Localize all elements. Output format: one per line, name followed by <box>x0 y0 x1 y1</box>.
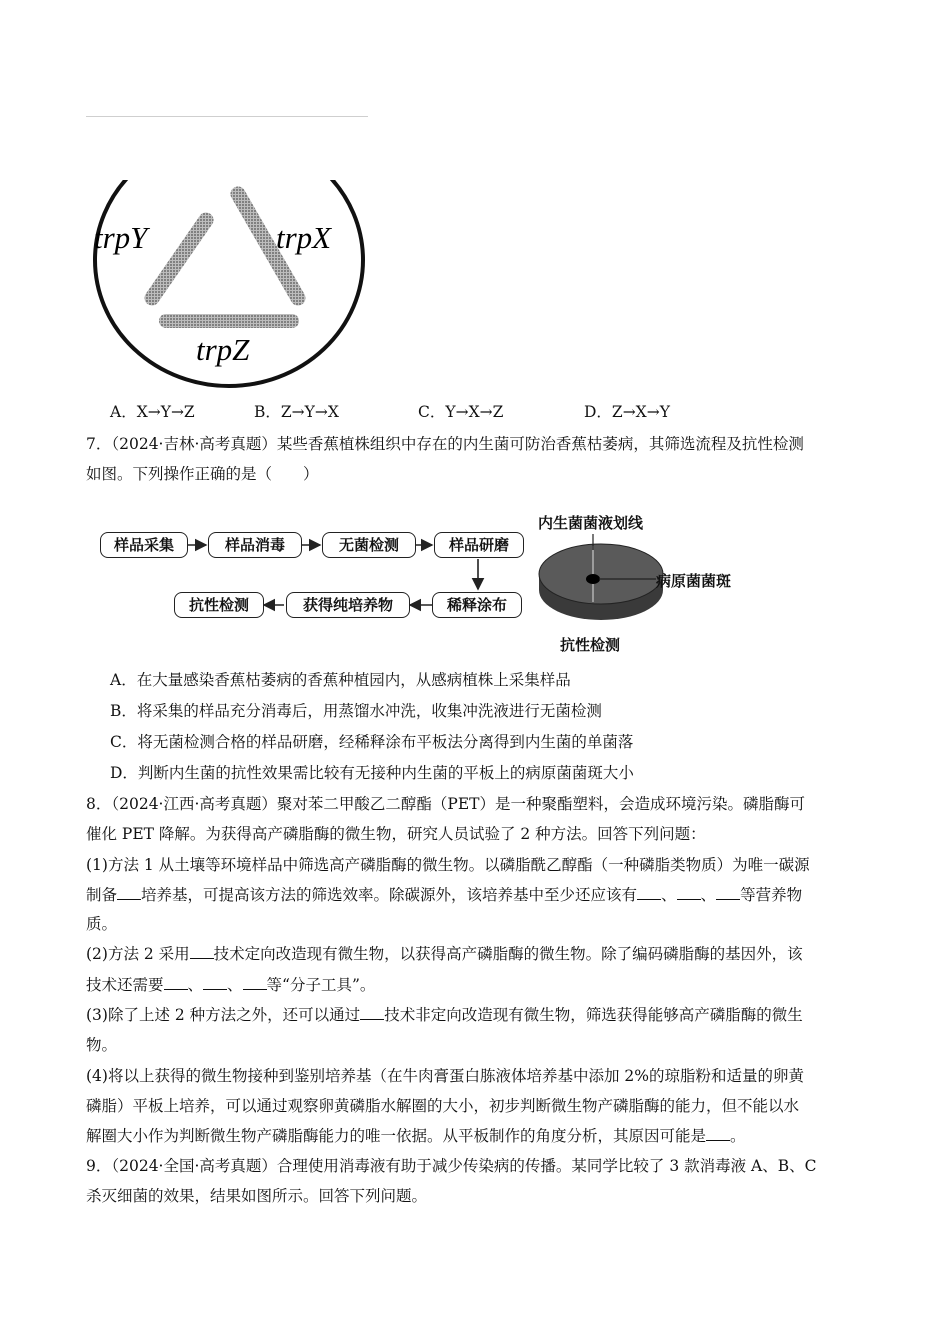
label-trpZ: trpZ <box>196 332 250 367</box>
q8-part4-line2: 磷脂）平板上培养，可以通过观察卵黄磷脂水解圈的大小，初步判断微生物产磷脂酶的能力，但不能以水 <box>86 1097 800 1115</box>
q8-part1-line2 <box>86 885 802 905</box>
q8-stem-line2: 催化 PET 降解。为获得高产磷脂酶的微生物，研究人员试验了 2 种方法。回答下列问题： <box>86 825 706 843</box>
q6-option-d: D．Z→X→Y <box>584 403 670 421</box>
text: 制备 <box>86 886 118 904</box>
text: 技术定向改造现有微生物，以获得高产磷脂酶的微生物。除了编码磷脂酶的基因外，该 <box>213 945 803 963</box>
answer-blank[interactable] <box>360 1005 384 1020</box>
flow-sterility-test: 无菌检测 <box>322 532 416 558</box>
q7-option-d: D．判断内生菌的抗性效果需比较有无接种内生菌的平板上的病原菌菌斑大小 <box>110 764 634 782</box>
text: (2)方法 2 采用 <box>86 945 190 963</box>
text: 等“分子工具”。 <box>266 976 376 994</box>
separator: 、 <box>227 976 243 994</box>
q8-part4-line1: (4)将以上获得的微生物接种到鉴别培养基（在牛肉膏蛋白胨液体培养基中添加 2%的琼脂粉和适量的卵黄 <box>86 1067 804 1085</box>
q7-stem-line1: 7．（2024·吉林·高考真题）某些香蕉植株组织中存在的内生菌可防治香蕉枯萎病，其筛选流程及抗性检测 <box>86 435 804 453</box>
answer-blank[interactable] <box>117 885 141 900</box>
q9-stem-line1: 9．（2024·全国·高考真题）合理使用消毒液有助于减少传染病的传播。某同学比较了 3 款消毒液 A、B、C <box>86 1157 817 1175</box>
q8-part2-line2 <box>86 975 375 995</box>
flow-pure-culture: 获得纯培养物 <box>286 592 410 618</box>
q8-part3-line1 <box>86 1005 803 1025</box>
plate-top <box>539 544 663 604</box>
text: 技术还需要 <box>86 976 164 994</box>
text: 培养基，可提高该方法的筛选效率。除碳源外，该培养基中至少还应该有 <box>141 886 638 904</box>
pathogen-spot <box>586 574 600 584</box>
header-rule <box>86 116 368 117</box>
q7-option-a: A．在大量感染香蕉枯萎病的香蕉种植园内，从感病植株上采集样品 <box>110 671 571 689</box>
label-trpY: trpY <box>94 220 148 255</box>
flow-sample-disinfection: 样品消毒 <box>208 532 302 558</box>
q8-part4-line3 <box>86 1126 746 1146</box>
q8-part1-line3: 质。 <box>86 915 118 933</box>
q8-part3-line2: 物。 <box>86 1036 118 1054</box>
answer-blank[interactable] <box>203 975 227 990</box>
text: 。 <box>730 1127 746 1145</box>
answer-blank[interactable] <box>706 1126 730 1141</box>
flow-sample-grinding: 样品研磨 <box>434 532 524 558</box>
answer-blank[interactable] <box>243 975 267 990</box>
text: 技术非定向改造现有微生物，筛选获得能够高产磷脂酶的微生 <box>384 1006 803 1024</box>
q6-option-a: A．X→Y→Z <box>110 403 195 421</box>
flow-sample-collection: 样品采集 <box>100 532 188 558</box>
q6-option-c: C．Y→X→Z <box>418 403 504 421</box>
answer-blank[interactable] <box>677 885 701 900</box>
answer-blank[interactable] <box>637 885 661 900</box>
separator: 、 <box>661 886 677 904</box>
separator: 、 <box>187 976 204 994</box>
answer-blank[interactable] <box>190 944 214 959</box>
q8-part2-line1 <box>86 944 803 964</box>
q7-flowchart <box>96 510 756 655</box>
plate-label-streak: 内生菌菌液划线 <box>538 514 644 532</box>
text: 等营养物 <box>740 886 803 904</box>
q7-option-c: C．将无菌检测合格的样品研磨，经稀释涂布平板法分离得到内生菌的单菌落 <box>110 733 634 751</box>
flow-resistance-test: 抗性检测 <box>174 592 264 618</box>
answer-blank[interactable] <box>716 885 740 900</box>
plate-label-spot: 病原菌菌斑 <box>656 572 732 590</box>
plate-label-caption: 抗性检测 <box>560 636 621 654</box>
label-trpX: trpX <box>276 220 332 255</box>
streak-trpY <box>152 220 206 298</box>
answer-blank[interactable] <box>164 975 188 990</box>
petri-dish-figure <box>86 180 372 390</box>
q8-stem-line1: 8．（2024·江西·高考真题）聚对苯二甲酸乙二醇酯（PET）是一种聚酯塑料，会造成环境污染。磷脂酶可 <box>86 795 805 813</box>
text: 解圈大小作为判断微生物产磷脂酶能力的唯一依据。从平板制作的角度分析，其原因可能是 <box>86 1127 707 1145</box>
q7-stem-line2: 如图。下列操作正确的是（ ） <box>86 465 319 483</box>
separator: 、 <box>700 886 717 904</box>
q9-stem-line2: 杀灭细菌的效果，结果如图所示。回答下列问题。 <box>86 1187 428 1205</box>
flow-dilution-plating: 稀释涂布 <box>432 592 522 618</box>
q7-option-b: B．将采集的样品充分消毒后，用蒸馏水冲洗，收集冲洗液进行无菌检测 <box>110 702 602 720</box>
q8-part1-line1: (1)方法 1 从土壤等环境样品中筛选高产磷脂酶的微生物。以磷脂酰乙醇酯（一种磷脂类物质）为唯一碳源 <box>86 856 810 874</box>
text: (3)除了上述 2 种方法之外，还可以通过 <box>86 1006 361 1024</box>
q6-option-b: B．Z→Y→X <box>254 403 339 421</box>
